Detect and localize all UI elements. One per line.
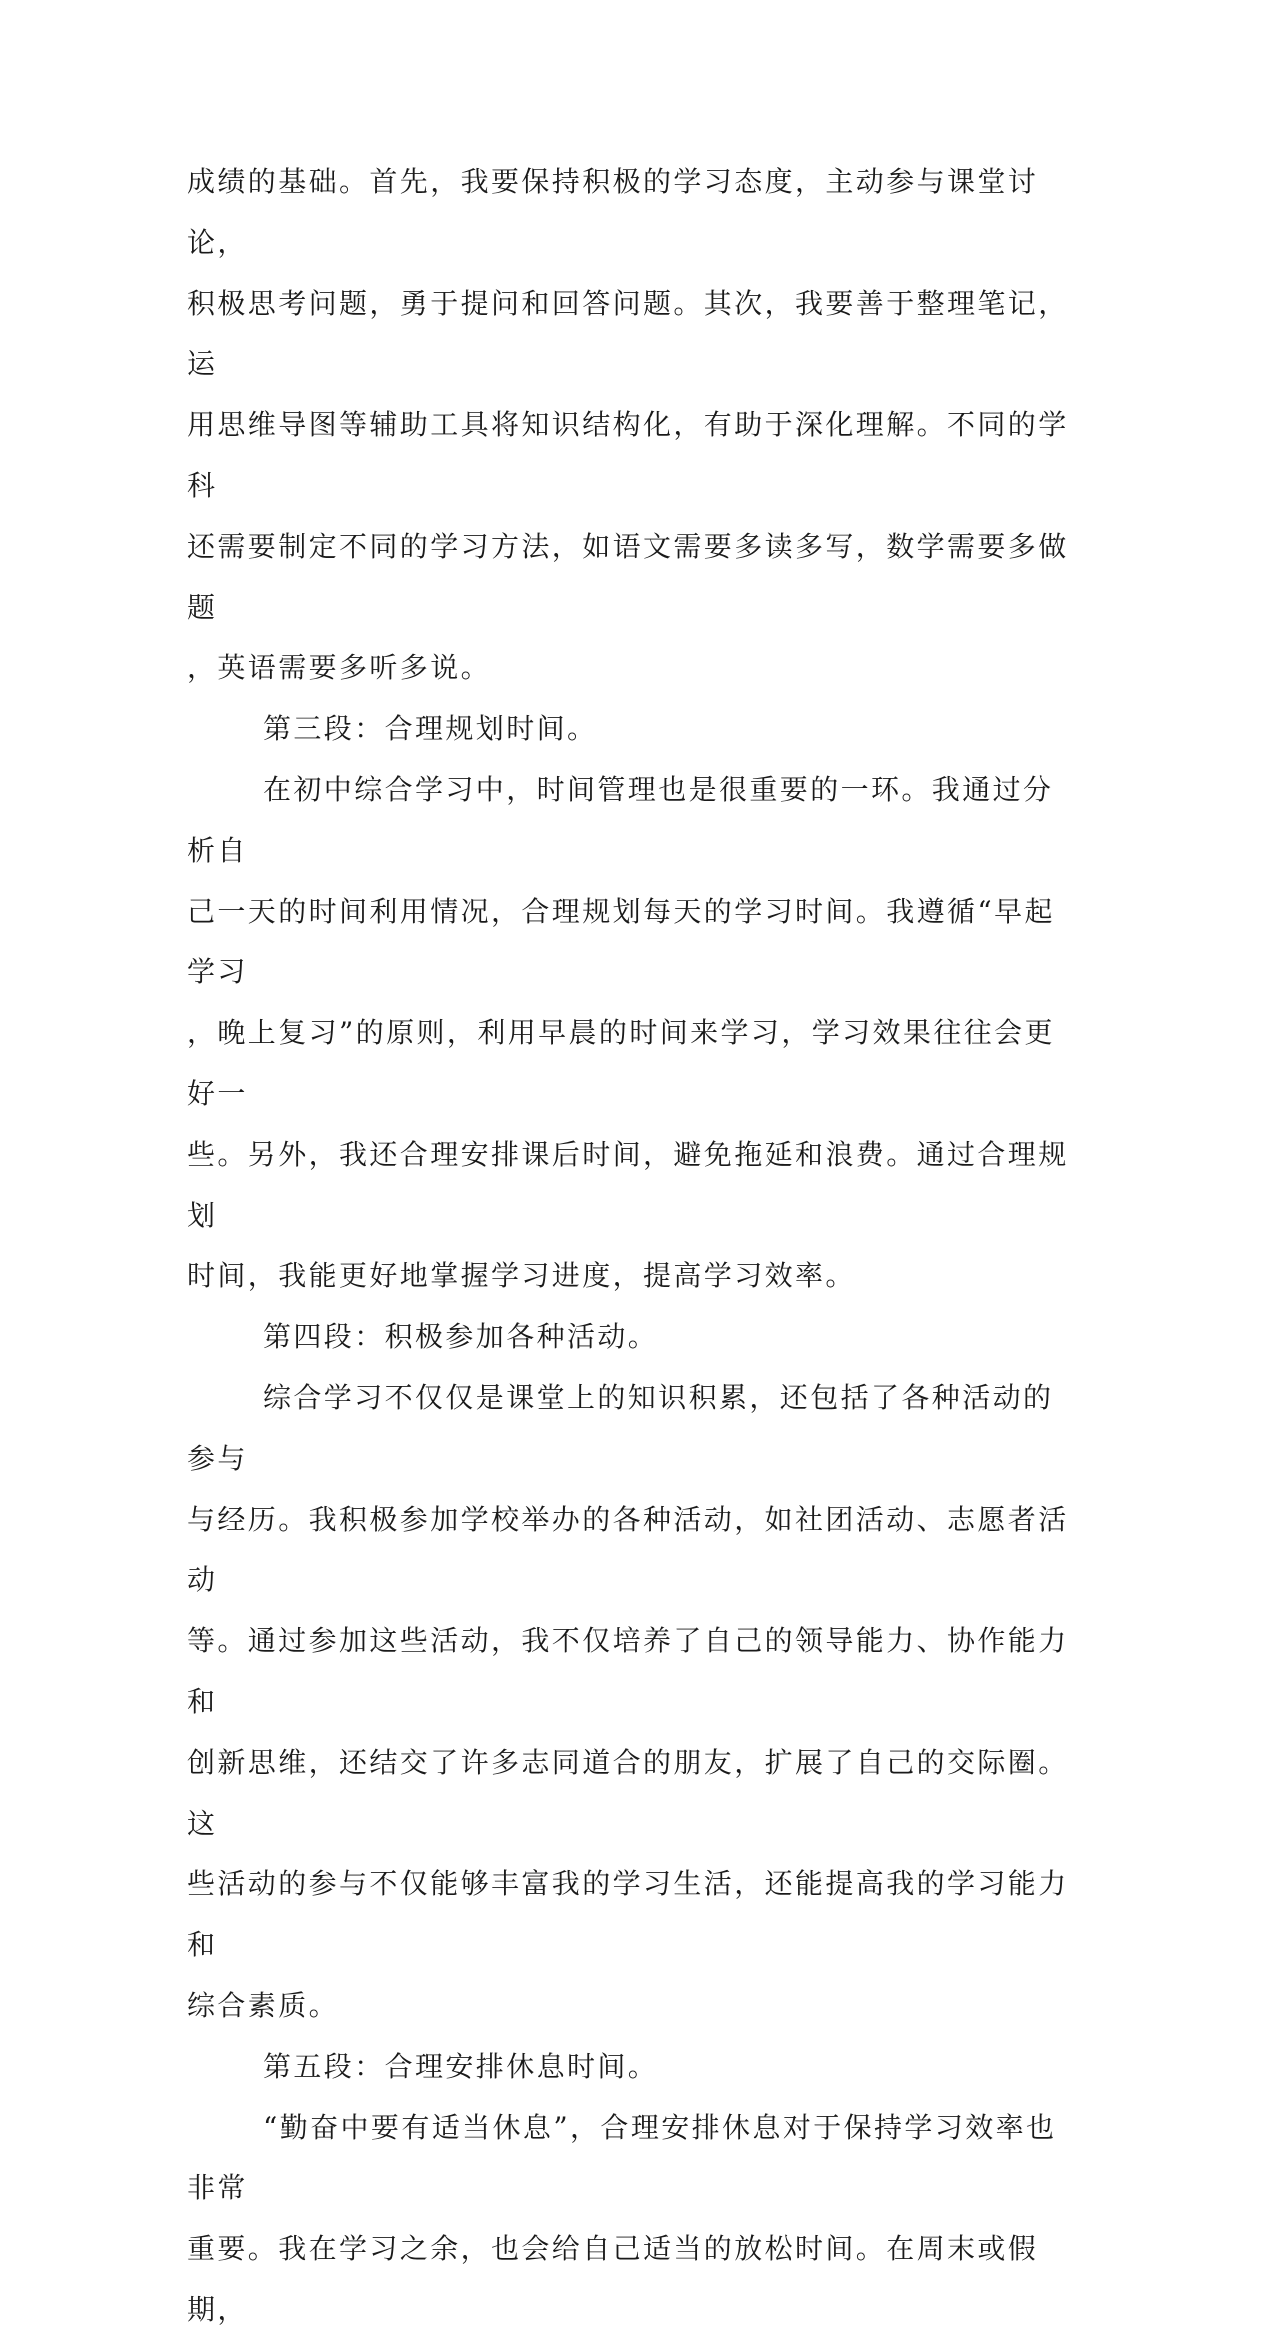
text-line: 第四段：积极参加各种活动。 <box>263 1320 659 1354</box>
text-line: 己一天的时间利用情况，合理规划每天的学习时间。我遵循“早起学习 <box>187 894 1055 989</box>
text-line: 第五段：合理安排休息时间。 <box>263 2049 659 2083</box>
text-line: 时间，我能更好地掌握学习进度，提高学习效率。 <box>187 1259 856 1293</box>
text-line: 积极思考问题，勇于提问和回答问题。其次，我要善于整理笔记，运 <box>187 286 1069 381</box>
text-line: 成绩的基础。首先，我要保持积极的学习态度，主动参与课堂讨论， <box>187 165 1039 259</box>
paragraph-activities <box>187 1368 1077 2037</box>
text-line: 与经历。我积极参加学校举办的各种活动，如社团活动、志愿者活动 <box>187 1502 1069 1597</box>
text-line: 综合学习不仅仅是课堂上的知识积累，还包括了各种活动的参与 <box>187 1380 1054 1475</box>
text-line: 些。另外，我还合理安排课后时间，避免拖延和浪费。通过合理规划 <box>187 1137 1069 1232</box>
text-line: 创新思维，还结交了许多志同道合的朋友，扩展了自己的交际圈。这 <box>187 1745 1069 1840</box>
text-line: ，英语需要多听多说。 <box>187 651 492 685</box>
paragraph-study-methods <box>187 152 1077 699</box>
text-line: 还需要制定不同的学习方法，如语文需要多读多写，数学需要多做题 <box>187 529 1069 624</box>
body-text <box>187 152 1077 2341</box>
text-line: 第三段：合理规划时间。 <box>263 712 598 746</box>
text-line: “勤奋中要有适当休息”，合理安排休息对于保持学习效率也非常 <box>187 2110 1057 2205</box>
section-heading-5 <box>187 2037 1077 2098</box>
section-heading-3 <box>187 699 1077 760</box>
text-line: ，晚上复习”的原则，利用早晨的时间来学习，学习效果往往会更好一 <box>187 1016 1055 1110</box>
text-line: 等。通过参加这些活动，我不仅培养了自己的领导能力、协作能力和 <box>187 1624 1069 1718</box>
text-line: 重要。我在学习之余，也会给自己适当的放松时间。在周末或假期， <box>187 2232 1039 2326</box>
text-line: 用思维导图等辅助工具将知识结构化，有助于深化理解。不同的学科 <box>187 408 1069 502</box>
paragraph-rest <box>187 2098 1077 2341</box>
text-line: 综合素质。 <box>187 1988 340 2022</box>
section-heading-4 <box>187 1307 1077 1368</box>
text-line: 些活动的参与不仅能够丰富我的学习生活，还能提高我的学习能力和 <box>187 1867 1069 1962</box>
paragraph-time-management <box>187 760 1077 1307</box>
text-line: 在初中综合学习中，时间管理也是很重要的一环。我通过分析自 <box>187 772 1054 867</box>
